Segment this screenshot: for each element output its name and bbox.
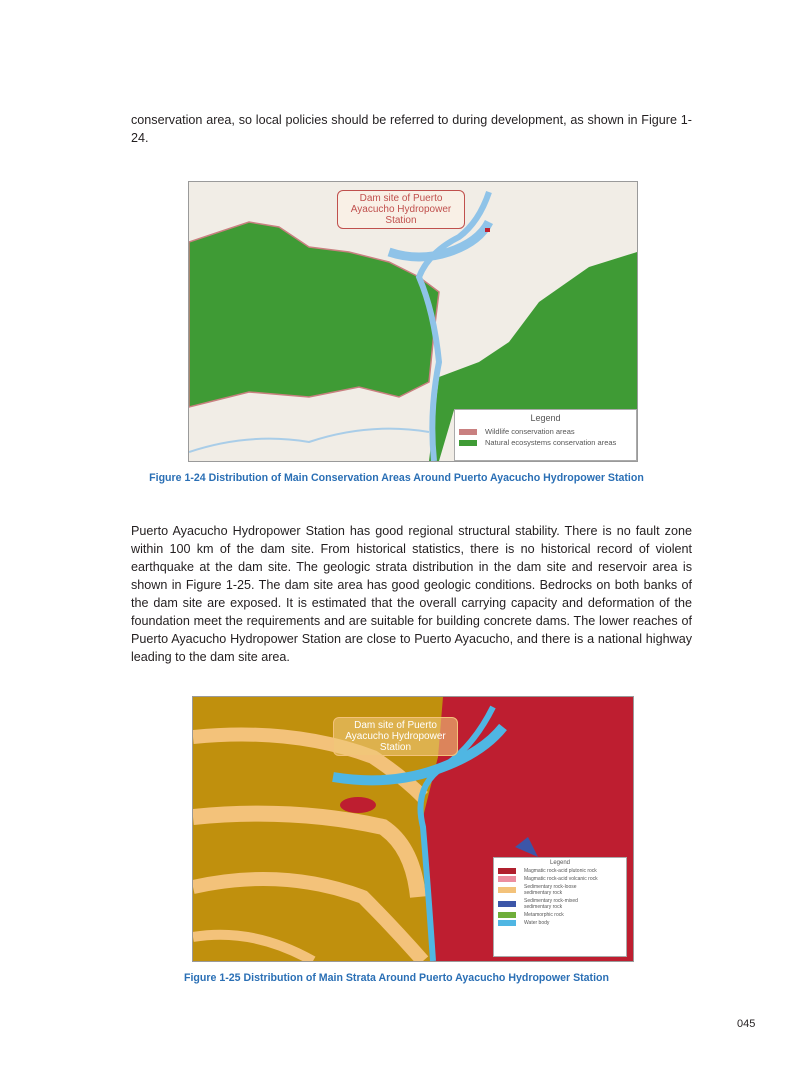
legend-label: Natural ecosystems conservation areas bbox=[485, 438, 617, 447]
legend-label: Metamorphic rock bbox=[524, 912, 564, 918]
legend-item bbox=[498, 876, 622, 882]
strata-legend bbox=[493, 857, 627, 957]
legend-swatch bbox=[498, 912, 516, 918]
legend-title: Legend bbox=[530, 413, 561, 423]
dam-site-callout: Dam site of Puerto Ayacucho Hydropower Station bbox=[337, 190, 465, 229]
legend-label: Sedimentary rock-loose sedimentary rock bbox=[524, 884, 577, 896]
legend-label: Water body bbox=[524, 920, 550, 926]
paragraph-intro: conservation area, so local policies should be referred to during development, as shown in Figure 1-24. bbox=[131, 113, 692, 145]
legend-item bbox=[498, 920, 622, 926]
legend-item bbox=[498, 898, 622, 910]
legend-label: Magmatic rock-acid plutonic rock bbox=[524, 868, 597, 874]
legend-item bbox=[498, 868, 622, 874]
legend-item bbox=[498, 912, 622, 918]
legend-label: Wildlife conservation areas bbox=[485, 427, 575, 436]
legend-label: Sedimentary rock-mixed sedimentary rock bbox=[524, 898, 578, 910]
legend-item bbox=[459, 427, 632, 436]
dam-site-callout: Dam site of Puerto Ayacucho Hydropower Station bbox=[333, 717, 458, 756]
legend-swatch bbox=[498, 920, 516, 926]
legend-swatch bbox=[459, 429, 477, 435]
page-number: 045 bbox=[737, 1018, 756, 1030]
figure-1-25-caption: Figure 1-25 Distribution of Main Strata Around Puerto Ayacucho Hydropower Station bbox=[184, 972, 609, 984]
legend-item bbox=[498, 884, 622, 896]
legend-title: Legend bbox=[549, 860, 571, 866]
figure-1-24-caption: Figure 1-24 Distribution of Main Conservation Areas Around Puerto Ayacucho Hydropower Station bbox=[149, 472, 644, 484]
legend-label: Magmatic rock-acid volcanic rock bbox=[524, 876, 598, 882]
conservation-legend bbox=[454, 409, 637, 461]
legend-swatch bbox=[498, 901, 516, 907]
legend-swatch bbox=[498, 876, 516, 882]
legend-swatch bbox=[498, 887, 516, 893]
figure-strata-map bbox=[192, 696, 634, 962]
legend-item bbox=[459, 438, 632, 447]
paragraph-geology: Puerto Ayacucho Hydropower Station has good regional structural stability. There is no fault zone within 100 km of the dam site. From historical statistics, there is no historical record of violent earthquake at the dam site. The geologic strata distribution in the dam site and reservoir area is shown in Figure 1-25. The dam site area has good geologic conditions. Bedrocks on both banks of the dam site are exposed. It is estimated that the overall carrying capacity and deformation of the foundation meet the requirements and are suitable for building concrete dams. The lower reaches of Puerto Ayacucho Hydropower Station are close to Puerto Ayacucho, and there is a national highway leading to the dam site area. bbox=[131, 524, 692, 664]
legend-swatch bbox=[498, 868, 516, 874]
figure-conservation-map bbox=[188, 181, 638, 462]
legend-swatch bbox=[459, 440, 477, 446]
